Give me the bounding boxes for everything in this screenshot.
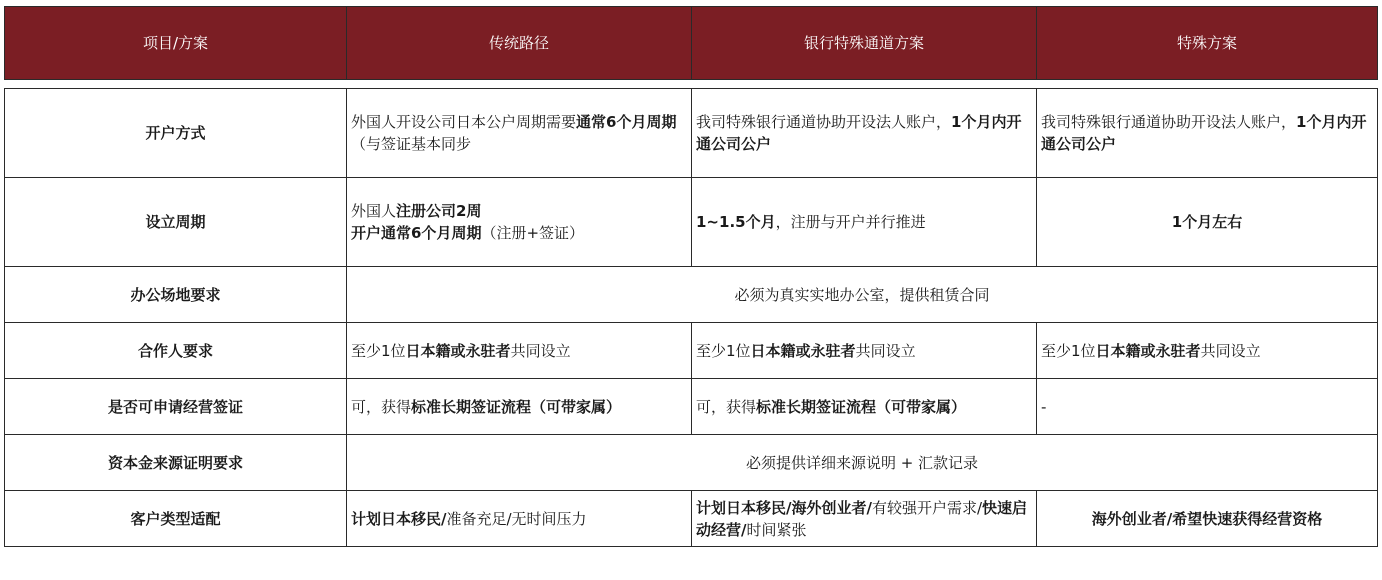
table-cell: 我司特殊银行通道协助开设法人账户，1个月内开通公司公户 [1037, 89, 1378, 178]
table-row [5, 178, 1378, 267]
header-special-plan: 特殊方案 [1037, 7, 1378, 80]
row-label: 开户方式 [5, 89, 347, 178]
row-label: 客户类型适配 [5, 491, 347, 547]
table-cell: 1个月左右 [1037, 178, 1378, 267]
table-row [5, 435, 1378, 491]
table-cell: 可，获得标准长期签证流程（可带家属） [692, 379, 1037, 435]
table-cell: 我司特殊银行通道协助开设法人账户，1个月内开通公司公户 [692, 89, 1037, 178]
merged-cell: 必须为真实实地办公室，提供租赁合同 [347, 267, 1378, 323]
row-label: 是否可申请经营签证 [5, 379, 347, 435]
row-label: 资本金来源证明要求 [5, 435, 347, 491]
comparison-table [4, 6, 1378, 547]
merged-cell: 必须提供详细来源说明 + 汇款记录 [347, 435, 1378, 491]
table-row [5, 379, 1378, 435]
table-cell: 外国人开设公司日本公户周期需要通常6个月周期（与签证基本同步 [347, 89, 692, 178]
table-cell: 至少1位日本籍或永驻者共同设立 [347, 323, 692, 379]
table-header-row [5, 7, 1378, 80]
table-row [5, 267, 1378, 323]
table-cell: 计划日本移民/准备充足/无时间压力 [347, 491, 692, 547]
table-row [5, 89, 1378, 178]
table-cell: 至少1位日本籍或永驻者共同设立 [692, 323, 1037, 379]
table-cell: 海外创业者/希望快速获得经营资格 [1037, 491, 1378, 547]
table-cell: 至少1位日本籍或永驻者共同设立 [1037, 323, 1378, 379]
header-spacer [5, 80, 1378, 89]
row-label: 办公场地要求 [5, 267, 347, 323]
table-cell: 1~1.5个月，注册与开户并行推进 [692, 178, 1037, 267]
table-row [5, 323, 1378, 379]
header-bank-special-channel: 银行特殊通道方案 [692, 7, 1037, 80]
header-traditional-path: 传统路径 [347, 7, 692, 80]
table-cell: - [1037, 379, 1378, 435]
table-cell: 计划日本移民/海外创业者/有较强开户需求/快速启动经营/时间紧张 [692, 491, 1037, 547]
row-label: 合作人要求 [5, 323, 347, 379]
table-row [5, 491, 1378, 547]
row-label: 设立周期 [5, 178, 347, 267]
table-cell: 可，获得标准长期签证流程（可带家属） [347, 379, 692, 435]
table-cell: 外国人注册公司2周 开户通常6个月周期（注册+签证） [347, 178, 692, 267]
header-item-plan: 项目/方案 [5, 7, 347, 80]
